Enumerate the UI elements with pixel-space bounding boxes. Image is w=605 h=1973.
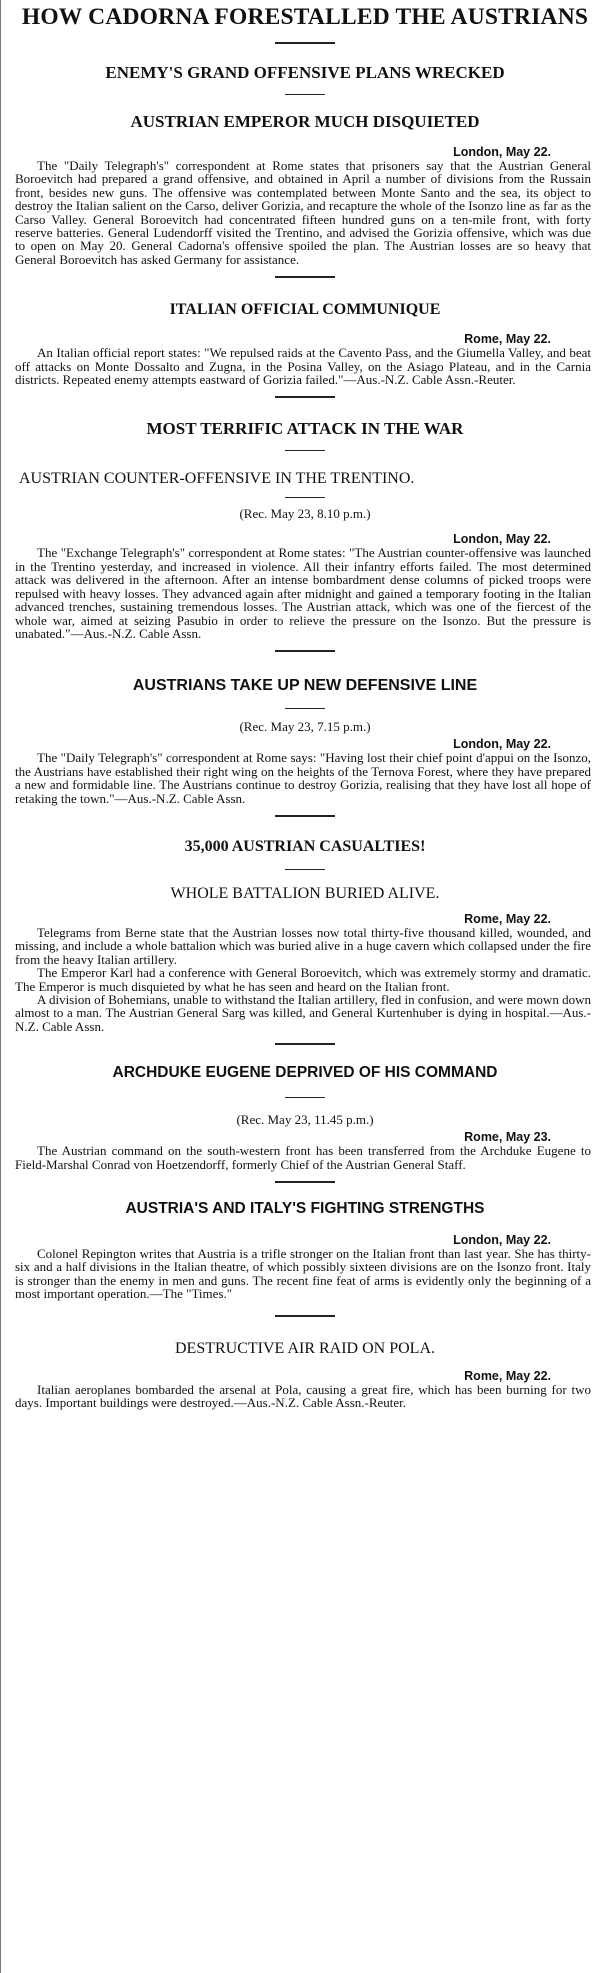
divider (275, 1181, 335, 1183)
divider (285, 94, 325, 95)
article-paragraph: Telegrams from Berne state that the Austrian losses now total thirty-five thousand killed, wounded, and missing, and include a whole battalion which was buried alive in a huge cavern which collapsed under the fire from the heavy Italian artillery. (15, 924, 591, 967)
section-subhead: AUSTRIAN EMPEROR MUCH DISQUIETED (130, 112, 480, 131)
divider (285, 497, 325, 498)
divider (275, 650, 335, 652)
received-time: (Rec. May 23, 8.10 p.m.) (239, 506, 371, 522)
section-subhead: DESTRUCTIVE AIR RAID ON POLA. (175, 1339, 435, 1357)
dateline: London, May 22. (453, 1233, 551, 1247)
divider (275, 42, 335, 44)
section-subhead: 35,000 AUSTRIAN CASUALTIES! (184, 837, 426, 855)
article-body (15, 546, 595, 640)
divider (285, 1097, 325, 1098)
main-headline: HOW CADORNA FORESTALLED THE AUSTRIANS (21, 4, 589, 30)
dateline: London, May 22. (453, 145, 551, 159)
divider (285, 450, 325, 451)
divider (275, 1315, 335, 1317)
divider (275, 276, 335, 278)
dateline: Rome, May 22. (464, 1368, 551, 1383)
article-paragraph: The Emperor Karl had a conference with General Boroevitch, which was extremely stormy and dramatic. The Emperor is much disquieted by what he has seen and heard on the Italian front. (15, 965, 591, 994)
section-subhead: ENEMY'S GRAND OFFENSIVE PLANS WRECKED (105, 63, 505, 82)
article-paragraph: An Italian official report states: "We repulsed raids at the Cavento Pass, and the Giumella Valley, and beat off attacks on Monte Dossalto and Zugna, in the Posina Valley, on the Asiago Plateau, and in the Carnia districts. Repeated enemy attempts eastward of Gorizia failed."—Aus.-N.Z. Cable Assn.-Reuter. (15, 345, 591, 388)
article-body (15, 346, 595, 386)
dateline: London, May 22. (453, 737, 551, 752)
section-subhead: AUSTRIANS TAKE UP NEW DEFENSIVE LINE (132, 677, 478, 695)
received-time: (Rec. May 23, 7.15 p.m.) (239, 719, 371, 735)
section-subhead: WHOLE BATTALION BURIED ALIVE. (170, 884, 440, 902)
article-paragraph: The "Daily Telegraph's" correspondent at Rome says: "Having lost their chief point d'appui on the Isonzo, the Austrians have established their right wing on the heights of the Ternova Forest, where they have prepared a new and formidable line. The Austrians continue to destroy Gorizia, realising that they have lost all hope of retaking the town."—Aus.-N.Z. Cable Assn. (15, 750, 591, 806)
article-body (15, 1247, 595, 1301)
article-paragraph: Italian aeroplanes bombarded the arsenal at Pola, causing a great fire, which has been burning for two days. Important buildings were destroyed.—Aus.-N.Z. Cable Assn.-Reuter. (15, 1381, 591, 1411)
section-subhead: AUSTRIAN COUNTER-OFFENSIVE IN THE TRENTINO. (19, 470, 415, 488)
divider (275, 1043, 335, 1045)
dateline: Rome, May 22. (464, 332, 551, 347)
article-body (15, 159, 595, 266)
section-subhead: MOST TERRIFIC ATTACK IN THE WAR (146, 419, 464, 439)
divider (275, 396, 335, 398)
article-body (15, 1383, 595, 1410)
article-paragraph: The "Exchange Telegraph's" correspondent at Rome states: "The Austrian counter-offensive was launched in the Trentino yesterday, and increased in violence. All their infantry efforts failed. The most determined attack was delivered in the afternoon. After an intense bombardment dense columns of picked troops were repulsed with heavy losses. They advanced again after midnight and gained a temporary footing in the Italian advanced trenches, sustaining tremendous losses. The Austrian attack, which was one of the fiercest of the whole war, aimed at seizing Pasubio in order to relieve the pressure on the Isonzo. But the pressure is unabated."—Aus.-N.Z. Cable Assn. (15, 545, 591, 641)
section-subhead: ARCHDUKE EUGENE DEPRIVED OF HIS COMMAND (112, 1064, 498, 1082)
article-body (15, 751, 595, 805)
article-body (15, 926, 595, 1033)
dateline: London, May 22. (453, 532, 551, 547)
article-paragraph: The Austrian command on the south-western front has been transferred from the Archduke Eugene to Field-Marshal Conrad von Hoetzendorff, formerly Chief of the Austrian General Staff. (15, 1143, 591, 1172)
dateline: Rome, May 22. (464, 911, 551, 926)
section-subhead: AUSTRIA'S AND ITALY'S FIGHTING STRENGTHS (125, 1200, 485, 1217)
divider (275, 815, 335, 817)
dateline: Rome, May 23. (464, 1130, 551, 1145)
article-body (15, 1144, 595, 1171)
received-time: (Rec. May 23, 11.45 p.m.) (236, 1112, 374, 1128)
article-paragraph: Colonel Repington writes that Austria is a trifle stronger on the Italian front than last year. She has thirty-six and a half divisions in the Italian theatre, of which possibly sixteen divisions are on the Isonzo front. Italy is stronger than the enemy in men and guns. The recent fine feat of arms is evidently only the beginning of a most important operation.—The "Times." (15, 1246, 591, 1302)
divider (285, 708, 325, 709)
section-subhead: ITALIAN OFFICIAL COMMUNIQUE (169, 301, 441, 319)
divider (285, 869, 325, 870)
article-paragraph: A division of Bohemians, unable to withstand the Italian artillery, fled in confusion, and were mown down almost to a man. The Austrian General Sarg was killed, and General Kurtenhuber is dying in hospital.—Aus.-N.Z. Cable Assn. (15, 991, 591, 1034)
article-paragraph: The "Daily Telegraph's" correspondent at Rome states that prisoners say that the Austrian General Boroevitch had prepared a grand offensive, and obtained in April a number of divisions from the Russain front, besides new guns. The offensive was contemplated between Monte Santo and the sea, its object to destroy the Italian salient on the Carso, deliver Gorizia, and recapture the whole of the Isonzo line as far as the Carso Valley. General Boroevitch had concentrated fifteen hundred guns on a ten-mile front, with forty reserve batteries. General Ludendorff visited the Trentino, and advised the Gorizia offensive, which was due to open on May 20. General Cadorna's offensive spoiled the plan. The Austrian losses are so heavy that General Boroevitch has asked Germany for assistance. (15, 158, 591, 267)
